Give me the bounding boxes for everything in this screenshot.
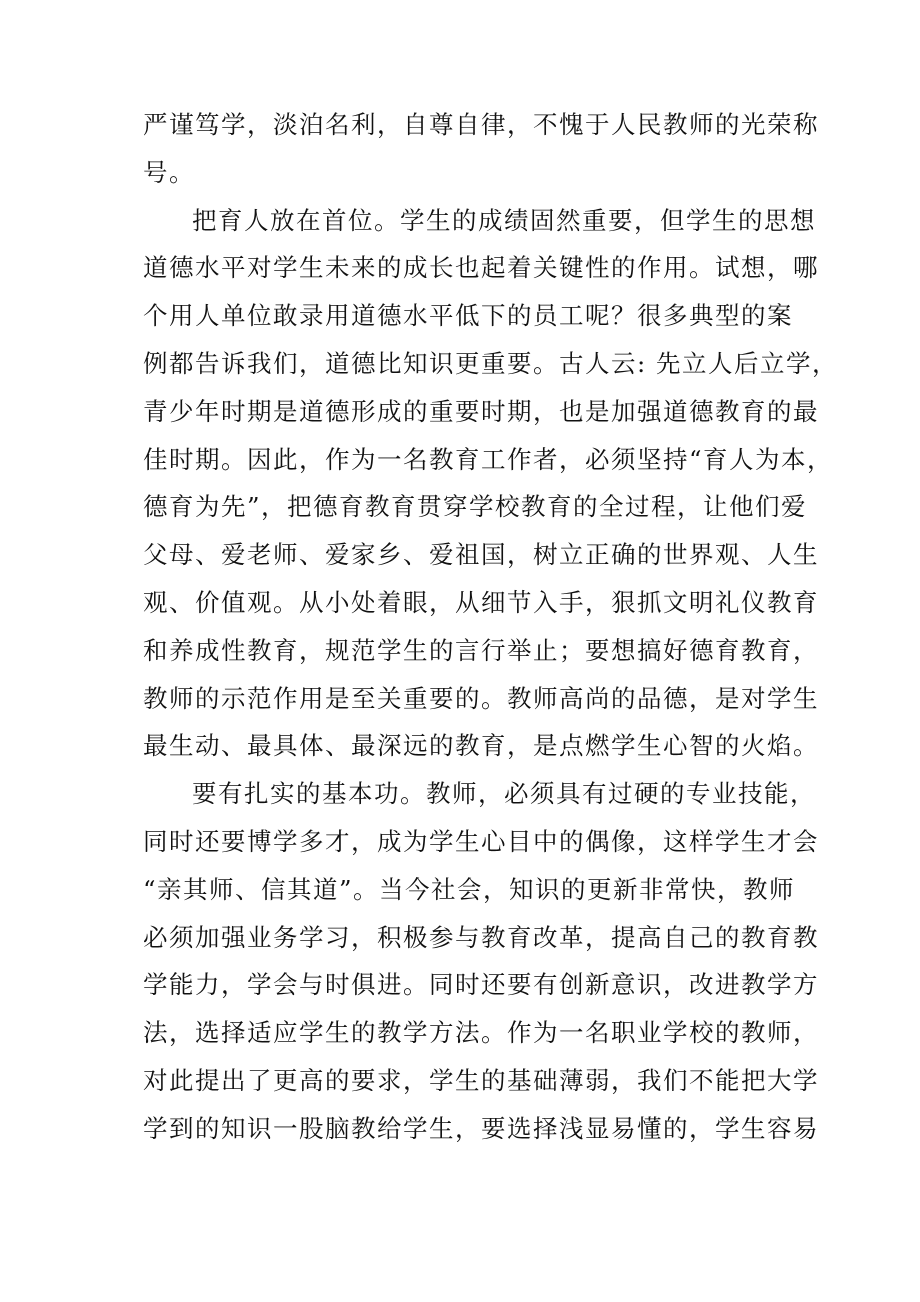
body-text — [143, 101, 839, 1153]
text-line: 学能力，学会与时俱进。同时还要有创新意识，改进教学方 — [143, 970, 819, 1000]
text-line: 必须加强业务学习，积极参与教育改革，提高自己的教育教 — [143, 922, 819, 952]
text-line: 教师的示范作用是至关重要的。教师高尚的品德，是对学生 — [143, 683, 819, 713]
text-line: 例都告诉我们，道德比知识更重要。古人云: 先立人后立学， — [143, 348, 839, 378]
paragraph-first-line: 要有扎实的基本功。教师，必须具有过硬的专业技能， — [192, 779, 816, 809]
text-line: 最生动、最具体、最深远的教育，是点燃学生心智的火焰。 — [143, 731, 819, 761]
text-line: 道德水平对学生未来的成长也起着关键性的作用。试想，哪 — [143, 253, 819, 283]
text-line: 德育为先”，把德育教育贯穿学校教育的全过程，让他们爱 — [143, 492, 808, 522]
text-line: 青少年时期是道德形成的重要时期，也是加强道德教育的最 — [143, 396, 819, 426]
paragraph-first-line: 把育人放在首位。学生的成绩固然重要，但学生的思想 — [192, 205, 816, 235]
text-line: 和养成性教育，规范学生的言行举止；要想搞好德育教育， — [143, 635, 819, 665]
text-line: 法，选择适应学生的教学方法。作为一名职业学校的教师， — [143, 1018, 819, 1048]
text-line: “亲其师、信其道”。当今社会，知识的更新非常快，教师 — [143, 874, 796, 904]
text-line: 学到的知识一股脑教给学生，要选择浅显易懂的，学生容易 — [143, 1113, 819, 1143]
text-line: 父母、爱老师、爱家乡、爱祖国，树立正确的世界观、人生 — [143, 540, 819, 570]
text-line: 对此提出了更高的要求，学生的基础薄弱，我们不能把大学 — [143, 1065, 819, 1095]
text-line: 同时还要博学多才，成为学生心目中的偶像，这样学生才会 — [143, 826, 819, 856]
text-line: 佳时期。因此，作为一名教育工作者，必须坚持“育人为本， — [143, 444, 834, 474]
text-line: 个用人单位敢录用道德水平低下的员工呢？很多典型的案 — [143, 301, 793, 331]
text-line: 严谨笃学，淡泊名利，自尊自律，不愧于人民教师的光荣称 — [143, 110, 819, 139]
text-line: 号。 — [143, 157, 195, 187]
text-line: 观、价值观。从小处着眼，从细节入手，狠抓文明礼仪教育 — [143, 587, 819, 617]
